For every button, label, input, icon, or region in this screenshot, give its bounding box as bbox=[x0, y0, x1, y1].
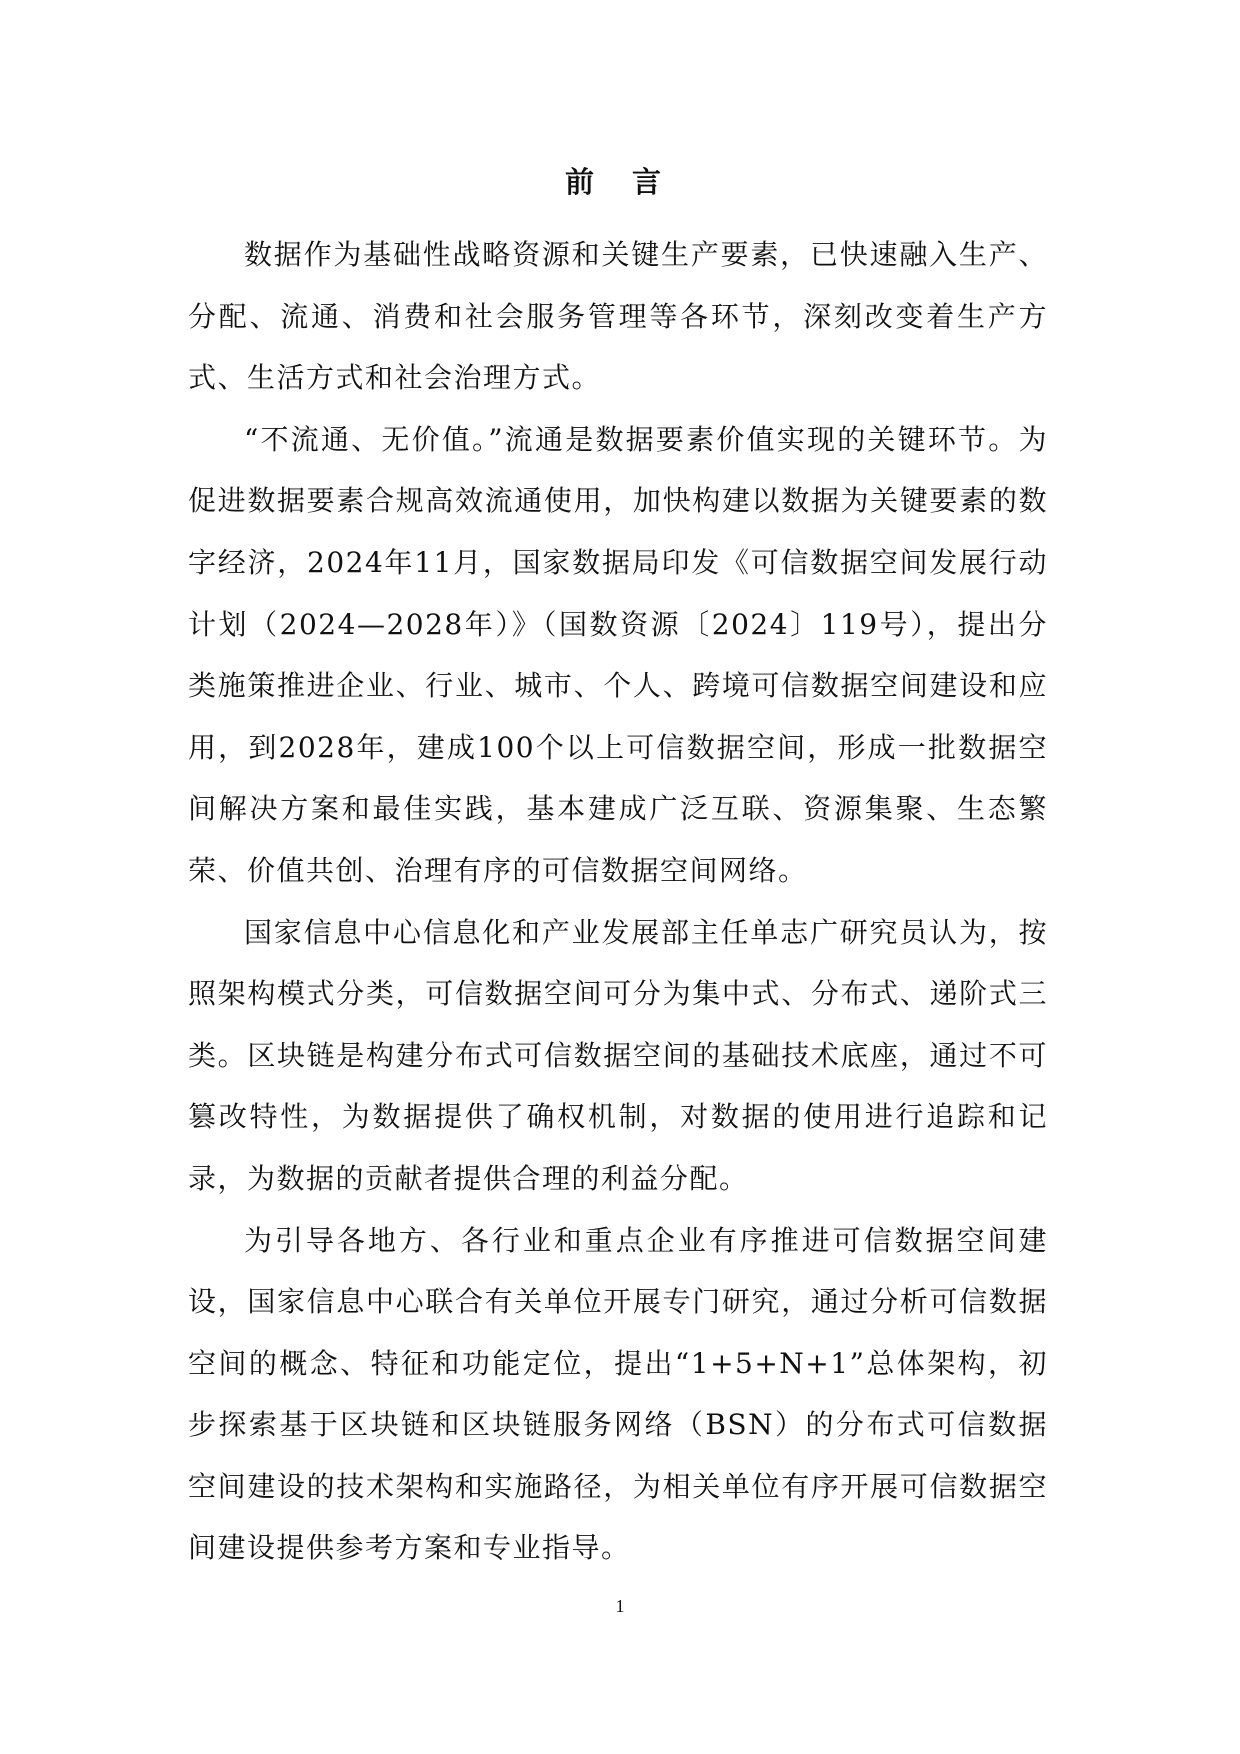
body-text bbox=[188, 224, 1048, 1579]
paragraph-2: “不流通、无价值。”流通是数据要素价值实现的关键环节。为促进数据要素合规高效流通使用，加快构建以数据为关键要素的数字经济，2024年11月，国家数据局印发《可信数据空间发展行动计划（2024—2028年）》（国数资源〔2024〕119号），提出分类施策推进企业、行业、城市、个人、跨境可信数据空间建设和应用，到2028年，建成100个以上可信数据空间，形成一批数据空间解决方案和最佳实践，基本建成广泛互联、资源集聚、生态繁荣、价值共创、治理有序的可信数据空间网络。 bbox=[188, 422, 1048, 887]
paragraph-4: 为引导各地方、各行业和重点企业有序推进可信数据空间建设，国家信息中心联合有关单位开展专门研究，通过分析可信数据空间的概念、特征和功能定位，提出“1+5+N+1”总体架构，初步探索基于区块链和区块链服务网络（BSN）的分布式可信数据空间建设的技术架构和实施路径，为相关单位有序开展可信数据空间建设提供参考方案和专业指导。 bbox=[188, 1223, 1048, 1565]
paragraph-3: 国家信息中心信息化和产业发展部主任单志广研究员认为，按照架构模式分类，可信数据空间可分为集中式、分布式、递阶式三类。区块链是构建分布式可信数据空间的基础技术底座，通过不可篡改特性，为数据提供了确权机制，对数据的使用进行追踪和记录，为数据的贡献者提供合理的利益分配。 bbox=[188, 915, 1048, 1195]
page-number: 1 bbox=[615, 1596, 625, 1616]
paragraph-1: 数据作为基础性战略资源和关键生产要素，已快速融入生产、分配、流通、消费和社会服务管理等各环节，深刻改变着生产方式、生活方式和社会治理方式。 bbox=[188, 238, 1048, 395]
page-title: 前 言 bbox=[564, 165, 676, 199]
